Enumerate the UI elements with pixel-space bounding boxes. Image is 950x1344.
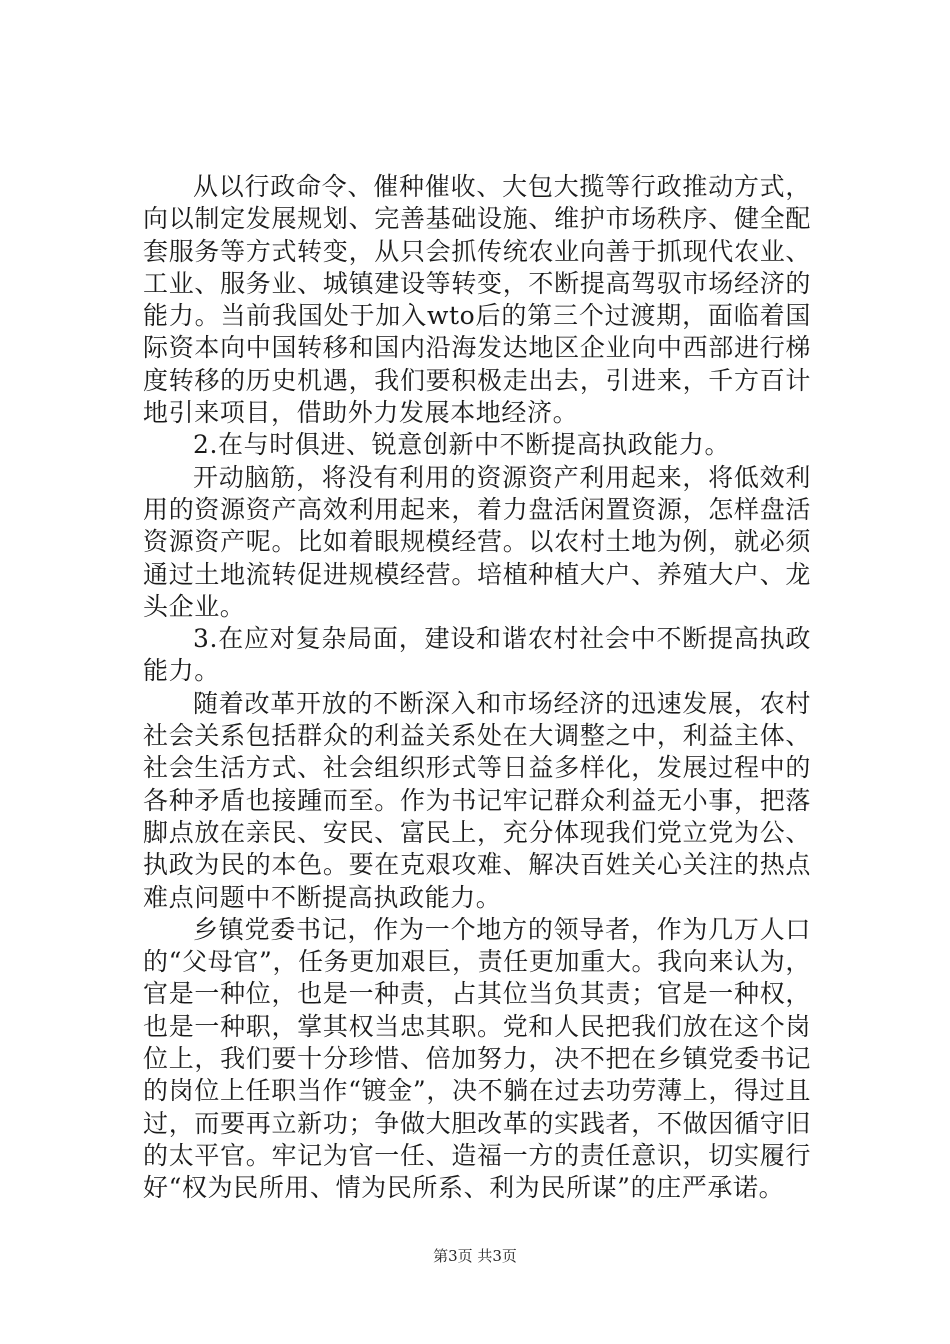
paragraph-transform-methods: 从以行政命令、催种催收、大包大揽等行政推动方式，向以制定发展规划、完善基础设施、维护市场秩序、健全配套服务等方式转变，从只会抓传统农业向善于抓现代农业、工业、服务业、城镇建设等转变，不断提高驾驭市场经济的能力。当前我国处于加入wto后的第三个过渡期，面临着国际资本向中国转移和国内沿海发达地区企业向中西部进行梯度转移的历史机遇，我们要积极走出去，引进来，千方百计地引来项目，借助外力发展本地经济。 bbox=[143, 172, 811, 428]
paragraph-heading-2: 2.在与时俱进、锐意创新中不断提高执政能力。 bbox=[193, 430, 731, 460]
document-body bbox=[143, 171, 811, 1205]
page-number-footer: 第3页 共3页 bbox=[433, 1247, 517, 1265]
paragraph-party-secretary: 乡镇党委书记，作为一个地方的领导者，作为几万人口的“父母官”，任务更加艰巨，责任更加重大。我向来认为，官是一种位，也是一种责，占其位当负其责；官是一种权，也是一种职，掌其权当忠其职。党和人民把我们放在这个岗位上，我们要十分珍惜、倍加努力，决不把在乡镇党委书记的岗位上任职当作“镀金”，决不躺在过去功劳薄上，得过且过，而要再立新功；争做大胆改革的实践者，不做因循守旧的太平官。牢记为官一任、造福一方的责任意识，切实履行好“权为民所用、情为民所系、利为民所谋”的庄严承诺。 bbox=[143, 914, 811, 1203]
paragraph-rural-society: 随着改革开放的不断深入和市场经济的迅速发展，农村社会关系包括群众的利益关系处在大调整之中，利益主体、社会生活方式、社会组织形式等日益多样化，发展过程中的各种矛盾也接踵而至。作为书记牢记群众利益无小事，把落脚点放在亲民、安民、富民上，充分体现我们党立党为公、执政为民的本色。要在克艰攻难、解决百姓关心关注的热点难点问题中不断提高执政能力。 bbox=[143, 688, 811, 912]
paragraph-revitalize-resources: 开动脑筋，将没有利用的资源资产利用起来，将低效利用的资源资产高效利用起来，着力盘活闲置资源，怎样盘活资源资产呢。比如着眼规模经营。以农村土地为例，就必须通过土地流转促进规模经营。培植种植大户、养殖大户、龙头企业。 bbox=[143, 462, 811, 621]
paragraph-heading-3: 3.在应对复杂局面，建设和谐农村社会中不断提高执政能力。 bbox=[143, 624, 811, 686]
